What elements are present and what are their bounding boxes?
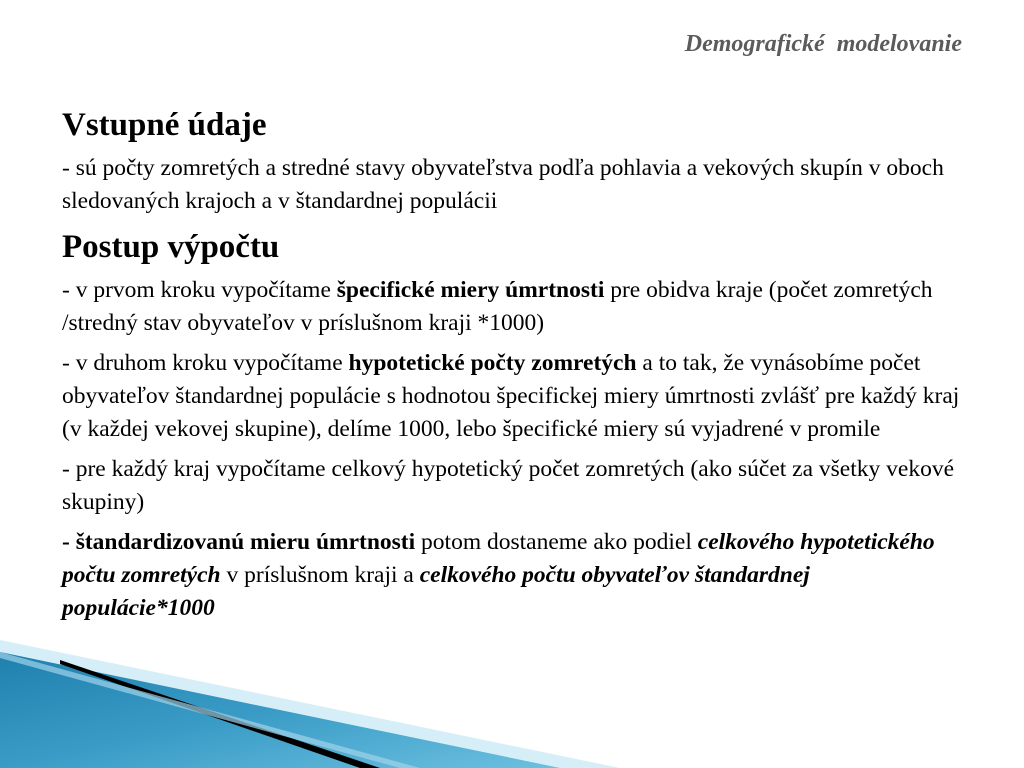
step-4-text-d: v príslušnom kraji a: [220, 562, 420, 588]
section-heading-procedure: Postup výpočtu: [62, 229, 280, 265]
slide-content: [62, 104, 962, 625]
step-2-text-c: a to tak, že vynásobíme počet obyvateľov štandardnej populácie s hodnotou špecifickej miery úmrtnosti zvlášť pre každý kraj (v každej vekovej skupine), delíme 1000, lebo špecifické miery sú vyjadrené v promile: [62, 350, 960, 442]
step-3-text: - pre každý kraj vypočítame celkový hypotetický počet zomretých (ako súčet za všetky vekové skupiny): [62, 456, 955, 515]
step-1-text-bold: špecifické miery úmrtnosti: [336, 277, 605, 303]
step-2-text: [62, 347, 962, 446]
step-1-text-c: pre obidva kraje (počet zomretých /stredný stav obyvateľov v príslušnom kraji *1000): [62, 277, 933, 336]
step-2-text-bold: hypotetické počty zomretých: [348, 350, 637, 376]
section-heading-input-data: Vstupné údaje: [62, 107, 267, 143]
step-2-text-a: - v druhom kroku vypočítame: [62, 350, 349, 376]
header-title: Demografické modelovanie: [684, 31, 962, 57]
input-data-text: - sú počty zomretých a stredné stavy obyvateľstva podľa pohlavia a vekových skupín v oboch sledovaných krajoch a v štandardnej populácii: [62, 155, 944, 214]
step-4-text-bold-italic-1: celkového hypotetického počtu zomretých: [62, 529, 935, 588]
step-1-text: [62, 274, 962, 340]
step-4-text-b: potom dostaneme ako podiel: [415, 529, 698, 555]
step-4-text-bold: - štandardizovanú mieru úmrtnosti: [62, 529, 416, 555]
step-1-text-a: - v prvom kroku vypočítame: [62, 277, 337, 303]
step-4-text-bold-italic-2: celkového počtu obyvateľov štandardnej populácie*1000: [62, 562, 810, 621]
step-4-text: [62, 526, 962, 625]
decorative-wave-shape: [0, 630, 620, 768]
